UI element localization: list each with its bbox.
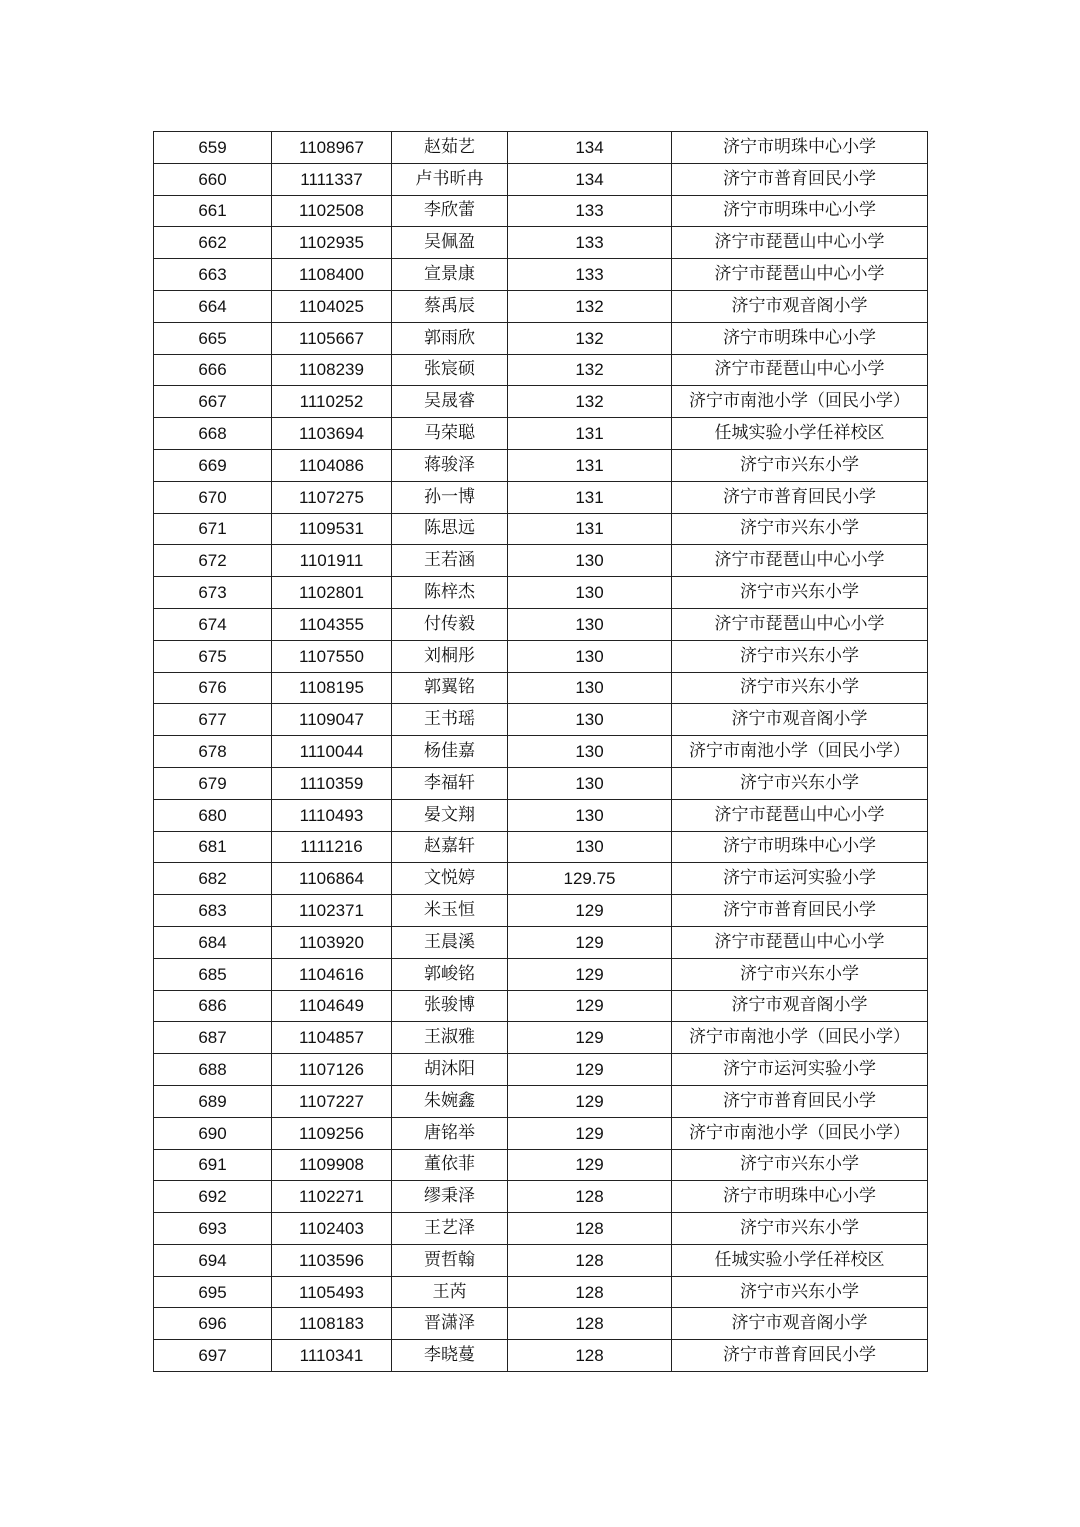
student-name-cell: 郭峻铭 <box>392 958 508 990</box>
score-cell: 134 <box>508 132 672 164</box>
table-row <box>154 1054 928 1086</box>
rank-cell: 678 <box>154 736 272 768</box>
school-cell: 济宁市运河实验小学 <box>672 863 928 895</box>
table-row <box>154 1149 928 1181</box>
school-cell: 济宁市兴东小学 <box>672 958 928 990</box>
score-cell: 134 <box>508 163 672 195</box>
table-row <box>154 481 928 513</box>
school-cell: 济宁市普育回民小学 <box>672 1085 928 1117</box>
student-id-cell: 1108239 <box>272 354 392 386</box>
rank-cell: 681 <box>154 831 272 863</box>
rank-cell: 661 <box>154 195 272 227</box>
student-id-cell: 1104649 <box>272 990 392 1022</box>
school-cell: 济宁市琵琶山中心小学 <box>672 354 928 386</box>
table-row <box>154 577 928 609</box>
score-cell: 128 <box>508 1181 672 1213</box>
school-cell: 济宁市普育回民小学 <box>672 895 928 927</box>
score-cell: 132 <box>508 322 672 354</box>
school-cell: 济宁市南池小学（回民小学） <box>672 1022 928 1054</box>
school-cell: 济宁市琵琶山中心小学 <box>672 608 928 640</box>
school-cell: 济宁市兴东小学 <box>672 672 928 704</box>
rank-cell: 674 <box>154 608 272 640</box>
score-cell: 131 <box>508 449 672 481</box>
student-name-cell: 张骏博 <box>392 990 508 1022</box>
score-cell: 130 <box>508 577 672 609</box>
student-name-cell: 蔡禹辰 <box>392 290 508 322</box>
score-cell: 132 <box>508 290 672 322</box>
score-cell: 133 <box>508 227 672 259</box>
student-id-cell: 1104025 <box>272 290 392 322</box>
table-row <box>154 767 928 799</box>
school-cell: 济宁市琵琶山中心小学 <box>672 545 928 577</box>
table-row <box>154 799 928 831</box>
student-id-cell: 1110341 <box>272 1340 392 1372</box>
student-name-cell: 贾哲翰 <box>392 1244 508 1276</box>
student-name-cell: 李欣蕾 <box>392 195 508 227</box>
rank-cell: 673 <box>154 577 272 609</box>
rank-cell: 690 <box>154 1117 272 1149</box>
student-id-cell: 1104857 <box>272 1022 392 1054</box>
student-name-cell: 李福轩 <box>392 767 508 799</box>
school-cell: 济宁市普育回民小学 <box>672 481 928 513</box>
student-name-cell: 付传毅 <box>392 608 508 640</box>
score-cell: 129 <box>508 1085 672 1117</box>
student-id-cell: 1106864 <box>272 863 392 895</box>
score-cell: 132 <box>508 354 672 386</box>
student-id-cell: 1104616 <box>272 958 392 990</box>
table-row <box>154 736 928 768</box>
rank-cell: 667 <box>154 386 272 418</box>
student-id-cell: 1107550 <box>272 640 392 672</box>
school-cell: 任城实验小学任祥校区 <box>672 418 928 450</box>
student-id-cell: 1108195 <box>272 672 392 704</box>
student-id-cell: 1107126 <box>272 1054 392 1086</box>
student-name-cell: 董依菲 <box>392 1149 508 1181</box>
student-id-cell: 1107275 <box>272 481 392 513</box>
student-name-cell: 陈梓杰 <box>392 577 508 609</box>
school-cell: 济宁市兴东小学 <box>672 1149 928 1181</box>
score-cell: 129.75 <box>508 863 672 895</box>
student-name-cell: 胡沐阳 <box>392 1054 508 1086</box>
school-cell: 济宁市南池小学（回民小学） <box>672 736 928 768</box>
student-id-cell: 1109531 <box>272 513 392 545</box>
table-row <box>154 227 928 259</box>
student-name-cell: 马荣聪 <box>392 418 508 450</box>
student-name-cell: 晋潇泽 <box>392 1308 508 1340</box>
student-id-cell: 1108183 <box>272 1308 392 1340</box>
score-cell: 129 <box>508 1022 672 1054</box>
student-name-cell: 郭翼铭 <box>392 672 508 704</box>
school-cell: 济宁市南池小学（回民小学） <box>672 386 928 418</box>
score-cell: 130 <box>508 767 672 799</box>
school-cell: 济宁市明珠中心小学 <box>672 831 928 863</box>
table-row <box>154 163 928 195</box>
score-cell: 128 <box>508 1276 672 1308</box>
table-row <box>154 958 928 990</box>
student-name-cell: 蒋骏泽 <box>392 449 508 481</box>
rank-cell: 660 <box>154 163 272 195</box>
school-cell: 济宁市明珠中心小学 <box>672 132 928 164</box>
table-row <box>154 608 928 640</box>
score-cell: 130 <box>508 831 672 863</box>
school-cell: 济宁市运河实验小学 <box>672 1054 928 1086</box>
student-name-cell: 米玉恒 <box>392 895 508 927</box>
rank-cell: 679 <box>154 767 272 799</box>
rank-cell: 683 <box>154 895 272 927</box>
school-cell: 济宁市琵琶山中心小学 <box>672 926 928 958</box>
student-name-cell: 孙一博 <box>392 481 508 513</box>
student-id-cell: 1102935 <box>272 227 392 259</box>
school-cell: 济宁市观音阁小学 <box>672 1308 928 1340</box>
student-name-cell: 吴佩盈 <box>392 227 508 259</box>
score-cell: 131 <box>508 418 672 450</box>
school-cell: 济宁市观音阁小学 <box>672 704 928 736</box>
student-id-cell: 1110359 <box>272 767 392 799</box>
rank-cell: 671 <box>154 513 272 545</box>
score-cell: 129 <box>508 895 672 927</box>
table-row <box>154 1213 928 1245</box>
student-name-cell: 唐铭举 <box>392 1117 508 1149</box>
student-name-cell: 王书瑶 <box>392 704 508 736</box>
student-id-cell: 1103596 <box>272 1244 392 1276</box>
table-row <box>154 640 928 672</box>
score-table-body <box>154 132 928 1372</box>
table-row <box>154 449 928 481</box>
rank-cell: 692 <box>154 1181 272 1213</box>
student-id-cell: 1110044 <box>272 736 392 768</box>
table-row <box>154 195 928 227</box>
rank-cell: 676 <box>154 672 272 704</box>
student-name-cell: 文悦婷 <box>392 863 508 895</box>
school-cell: 济宁市南池小学（回民小学） <box>672 1117 928 1149</box>
score-cell: 130 <box>508 545 672 577</box>
school-cell: 济宁市兴东小学 <box>672 449 928 481</box>
score-cell: 133 <box>508 259 672 291</box>
school-cell: 济宁市兴东小学 <box>672 640 928 672</box>
score-cell: 128 <box>508 1308 672 1340</box>
rank-cell: 688 <box>154 1054 272 1086</box>
rank-cell: 669 <box>154 449 272 481</box>
rank-cell: 659 <box>154 132 272 164</box>
student-name-cell: 晏文翔 <box>392 799 508 831</box>
table-row <box>154 1181 928 1213</box>
score-cell: 128 <box>508 1213 672 1245</box>
student-id-cell: 1109908 <box>272 1149 392 1181</box>
school-cell: 济宁市明珠中心小学 <box>672 195 928 227</box>
student-id-cell: 1103920 <box>272 926 392 958</box>
student-name-cell: 朱婉鑫 <box>392 1085 508 1117</box>
table-row <box>154 132 928 164</box>
student-name-cell: 卢书昕冉 <box>392 163 508 195</box>
rank-cell: 663 <box>154 259 272 291</box>
table-row <box>154 831 928 863</box>
rank-cell: 691 <box>154 1149 272 1181</box>
school-cell: 济宁市普育回民小学 <box>672 163 928 195</box>
student-id-cell: 1110493 <box>272 799 392 831</box>
rank-cell: 665 <box>154 322 272 354</box>
rank-cell: 670 <box>154 481 272 513</box>
student-name-cell: 王芮 <box>392 1276 508 1308</box>
table-row <box>154 1244 928 1276</box>
score-cell: 131 <box>508 481 672 513</box>
table-row <box>154 418 928 450</box>
school-cell: 济宁市兴东小学 <box>672 577 928 609</box>
school-cell: 济宁市明珠中心小学 <box>672 322 928 354</box>
rank-cell: 672 <box>154 545 272 577</box>
score-cell: 129 <box>508 926 672 958</box>
student-name-cell: 王淑雅 <box>392 1022 508 1054</box>
rank-cell: 685 <box>154 958 272 990</box>
student-id-cell: 1109047 <box>272 704 392 736</box>
student-id-cell: 1107227 <box>272 1085 392 1117</box>
student-name-cell: 郭雨欣 <box>392 322 508 354</box>
table-row <box>154 926 928 958</box>
score-cell: 129 <box>508 1149 672 1181</box>
table-row <box>154 1276 928 1308</box>
score-cell: 128 <box>508 1244 672 1276</box>
rank-cell: 666 <box>154 354 272 386</box>
student-id-cell: 1105493 <box>272 1276 392 1308</box>
student-name-cell: 赵嘉轩 <box>392 831 508 863</box>
student-name-cell: 王若涵 <box>392 545 508 577</box>
rank-cell: 684 <box>154 926 272 958</box>
score-cell: 130 <box>508 608 672 640</box>
table-row <box>154 1022 928 1054</box>
rank-cell: 695 <box>154 1276 272 1308</box>
rank-cell: 680 <box>154 799 272 831</box>
student-id-cell: 1102271 <box>272 1181 392 1213</box>
school-cell: 济宁市琵琶山中心小学 <box>672 227 928 259</box>
school-cell: 济宁市兴东小学 <box>672 767 928 799</box>
score-cell: 129 <box>508 1054 672 1086</box>
student-id-cell: 1102371 <box>272 895 392 927</box>
rank-cell: 697 <box>154 1340 272 1372</box>
table-row <box>154 990 928 1022</box>
score-cell: 130 <box>508 704 672 736</box>
student-name-cell: 缪秉泽 <box>392 1181 508 1213</box>
rank-cell: 693 <box>154 1213 272 1245</box>
table-row <box>154 354 928 386</box>
table-row <box>154 513 928 545</box>
rank-cell: 689 <box>154 1085 272 1117</box>
score-cell: 130 <box>508 799 672 831</box>
school-cell: 济宁市明珠中心小学 <box>672 1181 928 1213</box>
school-cell: 济宁市观音阁小学 <box>672 290 928 322</box>
table-row <box>154 322 928 354</box>
student-name-cell: 李晓蔓 <box>392 1340 508 1372</box>
student-id-cell: 1102801 <box>272 577 392 609</box>
student-name-cell: 宣景康 <box>392 259 508 291</box>
score-table <box>153 131 928 1372</box>
student-name-cell: 赵茹艺 <box>392 132 508 164</box>
rank-cell: 664 <box>154 290 272 322</box>
student-id-cell: 1104355 <box>272 608 392 640</box>
student-name-cell: 杨佳嘉 <box>392 736 508 768</box>
rank-cell: 687 <box>154 1022 272 1054</box>
school-cell: 济宁市观音阁小学 <box>672 990 928 1022</box>
student-id-cell: 1109256 <box>272 1117 392 1149</box>
score-cell: 130 <box>508 672 672 704</box>
table-row <box>154 1085 928 1117</box>
school-cell: 济宁市琵琶山中心小学 <box>672 799 928 831</box>
student-name-cell: 王艺泽 <box>392 1213 508 1245</box>
school-cell: 济宁市兴东小学 <box>672 1213 928 1245</box>
rank-cell: 694 <box>154 1244 272 1276</box>
student-id-cell: 1110252 <box>272 386 392 418</box>
student-id-cell: 1104086 <box>272 449 392 481</box>
student-id-cell: 1102508 <box>272 195 392 227</box>
student-id-cell: 1101911 <box>272 545 392 577</box>
table-row <box>154 895 928 927</box>
school-cell: 济宁市普育回民小学 <box>672 1340 928 1372</box>
student-name-cell: 陈思远 <box>392 513 508 545</box>
rank-cell: 668 <box>154 418 272 450</box>
score-cell: 130 <box>508 736 672 768</box>
student-id-cell: 1108967 <box>272 132 392 164</box>
table-row <box>154 1308 928 1340</box>
table-row <box>154 704 928 736</box>
table-row <box>154 672 928 704</box>
score-cell: 129 <box>508 1117 672 1149</box>
score-cell: 129 <box>508 958 672 990</box>
rank-cell: 696 <box>154 1308 272 1340</box>
table-row <box>154 1340 928 1372</box>
score-cell: 132 <box>508 386 672 418</box>
school-cell: 济宁市琵琶山中心小学 <box>672 259 928 291</box>
student-id-cell: 1108400 <box>272 259 392 291</box>
rank-cell: 682 <box>154 863 272 895</box>
student-id-cell: 1103694 <box>272 418 392 450</box>
table-row <box>154 1117 928 1149</box>
score-cell: 131 <box>508 513 672 545</box>
table-row <box>154 259 928 291</box>
student-name-cell: 吴晟睿 <box>392 386 508 418</box>
table-row <box>154 386 928 418</box>
rank-cell: 662 <box>154 227 272 259</box>
rank-cell: 686 <box>154 990 272 1022</box>
table-row <box>154 545 928 577</box>
rank-cell: 677 <box>154 704 272 736</box>
school-cell: 任城实验小学任祥校区 <box>672 1244 928 1276</box>
score-cell: 128 <box>508 1340 672 1372</box>
score-cell: 130 <box>508 640 672 672</box>
student-id-cell: 1102403 <box>272 1213 392 1245</box>
score-cell: 129 <box>508 990 672 1022</box>
student-id-cell: 1105667 <box>272 322 392 354</box>
student-name-cell: 张宸硕 <box>392 354 508 386</box>
student-id-cell: 1111216 <box>272 831 392 863</box>
rank-cell: 675 <box>154 640 272 672</box>
score-cell: 133 <box>508 195 672 227</box>
student-id-cell: 1111337 <box>272 163 392 195</box>
school-cell: 济宁市兴东小学 <box>672 1276 928 1308</box>
student-name-cell: 刘桐彤 <box>392 640 508 672</box>
table-row <box>154 290 928 322</box>
student-name-cell: 王晨溪 <box>392 926 508 958</box>
table-row <box>154 863 928 895</box>
school-cell: 济宁市兴东小学 <box>672 513 928 545</box>
